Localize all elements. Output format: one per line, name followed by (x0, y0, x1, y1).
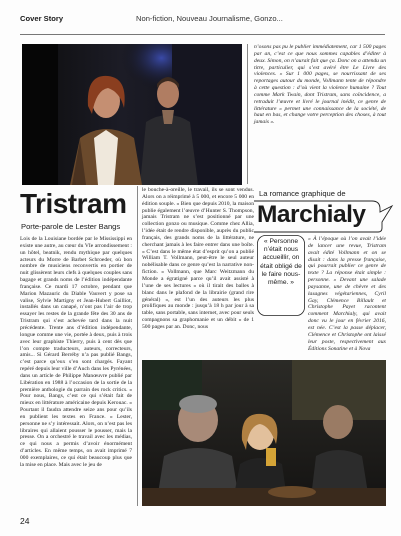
kicker-marchialy: La romance graphique de (259, 189, 346, 198)
topics-label: Non-fiction, Nouveau Journalisme, Gonzo... (136, 14, 283, 23)
paragraph: n’osons pas pu le publier immédiatement, car 1 500 pages par an, c’est ce que nous sommes capables d’éditer à deux. Simon, on n’aurait fait que ça. Donc on a attendu un titre, particulier, qui s’est avéré être Le Livre des violences. » Sur 1 000 pages, se nourrissant de ses reportages autour du monde, Vollmann tente de répondre à cette question : d’où vient la violence humaine ? Tout comme Mark Twain, dont Tristram, sans coïncidence, a retraduit l’œuvre et livré le journal inédit, ce genre de littérature « permet une connaissance de la société, de haut en bas, et change votre perception des choses, à tout jamais ». (254, 44, 386, 126)
section-label: Cover Story (20, 14, 64, 23)
paragraph: « À l’époque où l’on avait l’idée de lancer une revue, Tristram avait édité Vollmann et on se disait : dans la presse française, qui pourrait publier ce genre de texte ? La réponse était simple : personne. » Devant une salade paysanne, une de chèvre et des lasagnes végétariennes, Cyril Gay, Clémence Billault et Christophe Payet racontent comment Marchialy, qui avait donc vu le jour en février 2016, est née. C’est la passe déplacer, Clémence et Christophe ont laissé leur poste, respectivement aux Éditions Sonatine et à Nova (308, 236, 386, 352)
pull-quote-text: « Personne n’était nous accueillir, on était obligé de le faire nous-même. » (260, 238, 302, 287)
text-column-right-narrow (308, 236, 386, 352)
paragraph: le bouche-à-oreille, le travail, ils se sont vendus. Alors on a réimprimé à 5 000, et encore 5 000 en édition souple. » Bien que depuis 2010, la maison publie également l’œuvre d’Hunter S. Thompson, jamais Tristram ne s’est positionné par une collection gonzo ou musique. Comme chez Allia, l’idée était de rendre disponible, auprès du public français, des grands noms de la littérature, ne cherchant jamais à les faire entrer dans une boîte. « C’est dans le même état d’esprit qu’on a publié William T. Vollmann, peut-être le seul auteur nobélisable dans ce genre qu’est la narrative non-fiction. » Vollmann, que Marc Weitzmann du Monde a égratigné parce qu’il avait assisté à l’une de ses lectures « où il tirait des balles à blanc dans le plafond de la librairie (grand rire général) », est l’un des auteurs les plus prolifiques au monde : jusqu’à 18 h par jour à sa table, sans portable, sans internet, avec pour seuls compagnons sa graphomanie et un débit « de 1 500 pages par an. Donc, nous (142, 187, 254, 330)
photo-marchialy-team-image (142, 360, 386, 506)
page-number: 24 (20, 516, 30, 526)
subheadline-tristram: Porte-parole de Lester Bangs (21, 222, 121, 231)
photo-marchialy-team (142, 360, 386, 506)
headline-tristram: Tristram (20, 188, 127, 219)
text-column-right-wide (257, 308, 387, 356)
headline-marchialy: Marchialy (257, 201, 366, 228)
paragraph: Lois de la Louisiane bordée par le Mississippi en existe une autre, au cœur du VIe arrondissement : un hôtel, beatnik, rendu mythique par quelques acteurs du Morre de Barbet Schroeder, où bon nombre de musiciens reconvertis en portier de nuit glissèrent leurs clefs à quelques couples sans bagage et grands noms de l’édition indépendante française. Ce mardi 17 octobre, pendant que Marion Mazauric du Diable Vauvert y pose sa valise, Sylvie Martigny et Jean-Hubert Gailliot, installés dans un canapé, n’ont pas l’air de trop essayer les restes de la grande fête des 30 ans de Tristram qui s’est achevée tard dans la nuit précédente. Trente ans d’édition indépendante, longue comme une vie, portée à deux, puis à trois avec leur graphiste Thierry, puis à cent dès que l’on compte traducteurs, auteurs, correcteurs, amis... Si Gérard Berréby n’a pas publié Bangs, c’est parce qu’eux s’en sont chargés. Fayant repéré depuis leur ville d’Auch dans les Pyrénées, dans un article de Philippe Manœuvre publié par Libération en 1988 à l’occasion de la sortie de la première anthologie du parrain des rock critics. « Pour nous, Bangs, c’est ce qui s’était fait de mieux en littérature américaine depuis Kerouac. » Pourtant il faudra attendre seize ans pour qu’ils en publient les textes en France. « Lester, personne ne s’y intéressait. Alors, on n’est pas les libraires qui allaient pousser le pousser, mais la presse. On a orchestré le travail avec les médias, ce qui nous a permis d’avoir énormément d’articles. En même temps, on avait imprimé 7 000 exemplaires, ce qui était beaucoup plus que la mise en place. Mais avec le jeu de (20, 236, 132, 468)
